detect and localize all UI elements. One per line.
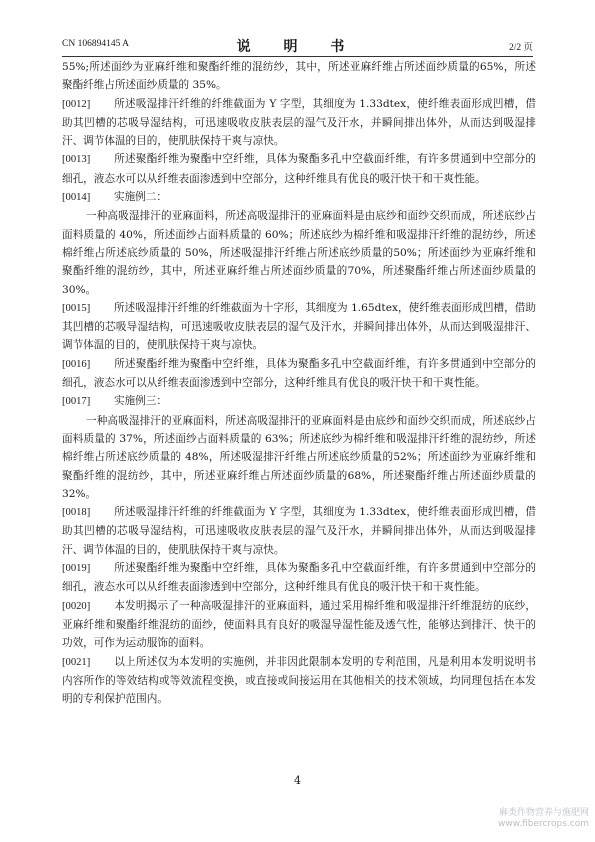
embodiment-two-paragraph: 一种高吸湿排汗的亚麻面料，所述高吸湿排汗的亚麻面料是由底纱和面纱交织而成，所述底纱占面料质量的 40%，所述面纱占面料质量的 60%；所述底纱为棉纤维和吸湿排汗纤维的混纺纱，所述棉纤维占所述底纱质量的 50%，所述吸湿排汗纤维占所述底纱质量的50%；所述面纱为亚麻纤维和聚酯纤维的混纺纱，其中，所述亚麻纤维占所述面纱质量的70%，所述聚酯纤维占所述面纱质量的 30%。 — [62, 210, 536, 296]
site-watermark — [498, 808, 589, 830]
paragraph-text: 所述聚酯纤维为聚酯中空纤维，具体为聚酯多孔中空截面纤维，有许多贯通到中空部分的细孔，液态水可以从纤维表面渗透到中空部分，这种纤维具有优良的吸汗快干和干爽性能。 — [62, 562, 536, 594]
paragraph-0020 — [62, 597, 536, 653]
paragraph-number: [0016] — [62, 358, 91, 370]
paragraph-number: [0021] — [62, 656, 91, 668]
watermark-url: www.fibercrops.com — [498, 819, 589, 829]
document-title: 说 明 书 — [236, 39, 359, 55]
paragraph-0016 — [62, 355, 536, 393]
paragraph-0014 — [62, 188, 536, 207]
continued-paragraph: 55%;所述面纱为亚麻纤维和聚酯纤维的混纺纱，其中，所述亚麻纤维占所述面纱质量的65%，所述聚酯纤维占所述面纱质量的 35%。 — [62, 61, 536, 92]
paragraph-text: 以上所述仅为本发明的实施例，并非因此限制本发明的专利范围，凡是利用本发明说明书内容所作的等效结构或等效流程变换，或直接或间接运用在其他相关的技术领域，均同理包括在本发明的专利保护范围内。 — [62, 655, 536, 706]
section-heading: 实施例二： — [114, 191, 167, 204]
paragraph-0019 — [62, 559, 536, 597]
section-heading: 实施例三： — [114, 395, 167, 408]
paragraph-0017 — [62, 392, 536, 411]
page-number: 4 — [294, 774, 301, 787]
paragraph-text: 所述吸湿排汗纤维的纤维截面为十字形，其细度为 1.65dtex，使纤维表面形成凹槽，借助其凹槽的芯吸导湿结构，可迅速吸收皮肤表层的湿气及汗水，并瞬间排出体外，从而达到吸湿排汗、调节体温的目的，使肌肤保持干爽与凉快。 — [62, 301, 536, 352]
paragraph-number: [0015] — [62, 302, 91, 314]
paragraph-0021 — [62, 653, 536, 709]
paragraph-text: 所述聚酯纤维为聚酯中空纤维，具体为聚酯多孔中空截面纤维，有许多贯通到中空部分的细孔，液态水可以从纤维表面渗透到中空部分，这种纤维具有优良的吸汗快干和干爽性能。 — [62, 357, 536, 390]
paragraph-number: [0018] — [62, 507, 91, 519]
paragraph-text: 所述聚酯纤维为聚酯中空纤维，具体为聚酯多孔中空截面纤维，有许多贯通到中空部分的细孔，液态水可以从纤维表面渗透到中空部分，这种纤维具有优良的吸汗快干和干爽性能。 — [62, 153, 536, 185]
paragraph-text: 本发明揭示了一种高吸湿排汗的亚麻面料，通过采用棉纤维和吸湿排汗纤维混纺的底纱，亚麻纤维和聚酯纤维混纺的面纱，使面料具有良好的吸湿导湿性能及透气性，能够达到排汗、快干的功效，可作为运动服饰的面料。 — [62, 599, 536, 650]
page-header — [62, 36, 533, 54]
paragraph-number: [0017] — [62, 396, 91, 408]
paragraph-0018 — [62, 503, 536, 559]
paragraph-0015 — [62, 299, 536, 355]
paragraph-number: [0020] — [62, 600, 91, 612]
embodiment-three-paragraph: 一种高吸湿排汗的亚麻面料，所述高吸湿排汗的亚麻面料是由底纱和面纱交织而成，所述底纱占面料质量的 37%，所述面纱占面料质量的 63%；所述底纱为棉纤维和吸湿排汗纤维的混纺纱，所述棉纤维占所述底纱质量的 48%，所述吸湿排汗纤维占所述底纱质量的52%；所述面纱为亚麻纤维和聚酯纤维的混纺纱，其中，所述亚麻纤维占所述面纱质量的68%，所述聚酯纤维占所述面纱质量的 32%。 — [62, 414, 536, 500]
paragraph-number: [0013] — [62, 154, 91, 166]
paragraph-number: [0012] — [62, 98, 91, 110]
watermark-title: 麻类作物营养与施肥网 — [498, 808, 589, 818]
paragraph-number: [0019] — [62, 563, 91, 575]
description-body — [62, 58, 536, 708]
paragraph-text: 所述吸湿排汗纤维的纤维截面为 Y 字型，其细度为 1.33dtex，使纤维表面形成凹槽，借助其凹槽的芯吸导湿结构，可迅速吸收皮肤表层的湿气及汗水，并瞬间排出体外，从而达到吸湿排汗、调节体温的目的，使肌肤保持干爽与凉快。 — [62, 97, 536, 148]
header-divider — [62, 56, 533, 57]
paragraph-text: 所述吸湿排汗纤维的纤维截面为 Y 字型，其细度为 1.33dtex，使纤维表面形成凹槽，借助其凹槽的芯吸导湿结构，可迅速吸收皮肤表层的湿气及汗水，并瞬间排出体外，从而达到吸湿排汗、调节体温的目的，使肌肤保持干爽与凉快。 — [62, 506, 536, 556]
publication-number: CN 106894145 A — [62, 39, 130, 49]
paragraph-0013 — [62, 150, 536, 188]
paragraph-0012 — [62, 95, 536, 151]
paragraph-number: [0014] — [62, 192, 91, 204]
page-of-indicator: 2/2 页 — [508, 43, 533, 53]
